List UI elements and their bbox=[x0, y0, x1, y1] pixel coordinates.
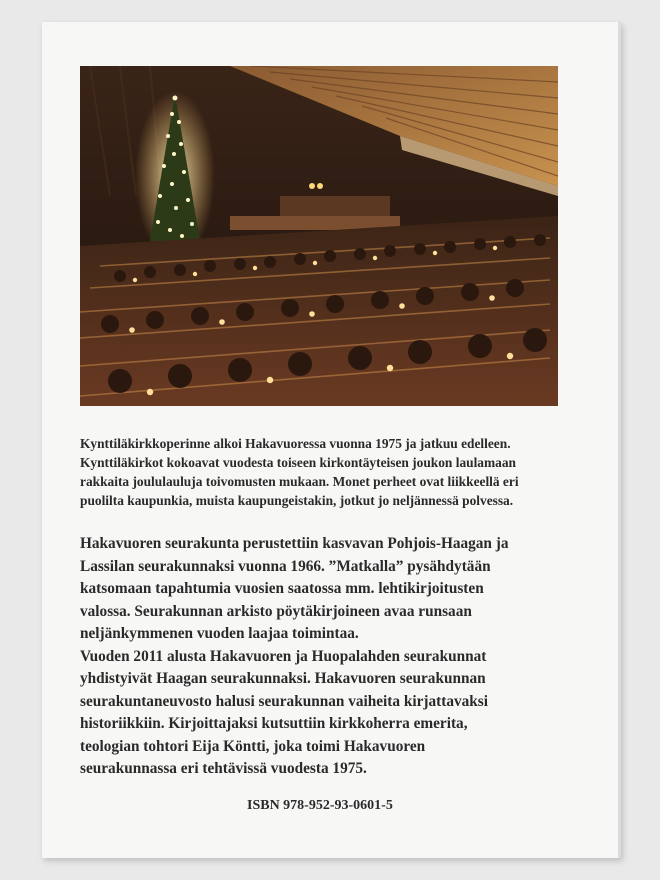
book-back-cover bbox=[42, 22, 621, 858]
description-line: valossa. Seurakunnan arkisto pöytäkirjoineen avaa runsaan bbox=[80, 602, 472, 620]
church-candlelight-photo bbox=[80, 66, 558, 406]
description-line: Vuoden 2011 alusta Hakavuoren ja Huopalahden seurakunnat bbox=[80, 647, 487, 665]
description-line: yhdistyivät Haagan seurakunnaksi. Hakavuoren seurakunnan bbox=[80, 670, 486, 687]
description-line: seurakunnassa eri tehtävissä vuodesta 1975. bbox=[80, 760, 367, 777]
caption-line: Kynttiläkirkkoperinne alkoi Hakavuoressa vuonna 1975 ja jatkuu edelleen. bbox=[80, 436, 511, 451]
caption-line: Kynttiläkirkot kokoavat vuodesta toiseen kirkontäyteisen joukon laulamaan bbox=[80, 455, 516, 470]
caption-line: puolilta kaupunkia, muista kaupungeistakin, jotkut jo neljännessä polvessa. bbox=[80, 493, 514, 508]
book-description bbox=[80, 533, 560, 781]
description-line: teologian tohtori Eija Köntti, joka toimi Hakavuoren bbox=[80, 737, 426, 755]
description-line: neljänkymmenen vuoden laajaa toimintaa. bbox=[80, 625, 359, 642]
caption-line: rakkaita joululauluja toivomusten mukaan. Monet perheet ovat liikkeellä eri bbox=[80, 474, 519, 489]
photo-caption bbox=[80, 434, 564, 510]
isbn-number: ISBN 978-952-93-0601-5 bbox=[247, 798, 393, 813]
description-line: seurakuntaneuvosto halusi seurakunnan vaiheita kirjattavaksi bbox=[80, 692, 489, 710]
description-line: Lassilan seurakunnaksi vuonna 1966. ”Matkalla” pysähdytään bbox=[80, 557, 491, 575]
description-line: Hakavuoren seurakunta perustettiin kasvavan Pohjois-Haagan ja bbox=[80, 535, 509, 552]
description-line: katsomaan tapahtumia vuosien saatossa mm. lehtikirjoitusten bbox=[80, 580, 484, 597]
description-line: historiikkiin. Kirjoittajaksi kutsuttiin kirkkoherra emerita, bbox=[80, 715, 468, 732]
